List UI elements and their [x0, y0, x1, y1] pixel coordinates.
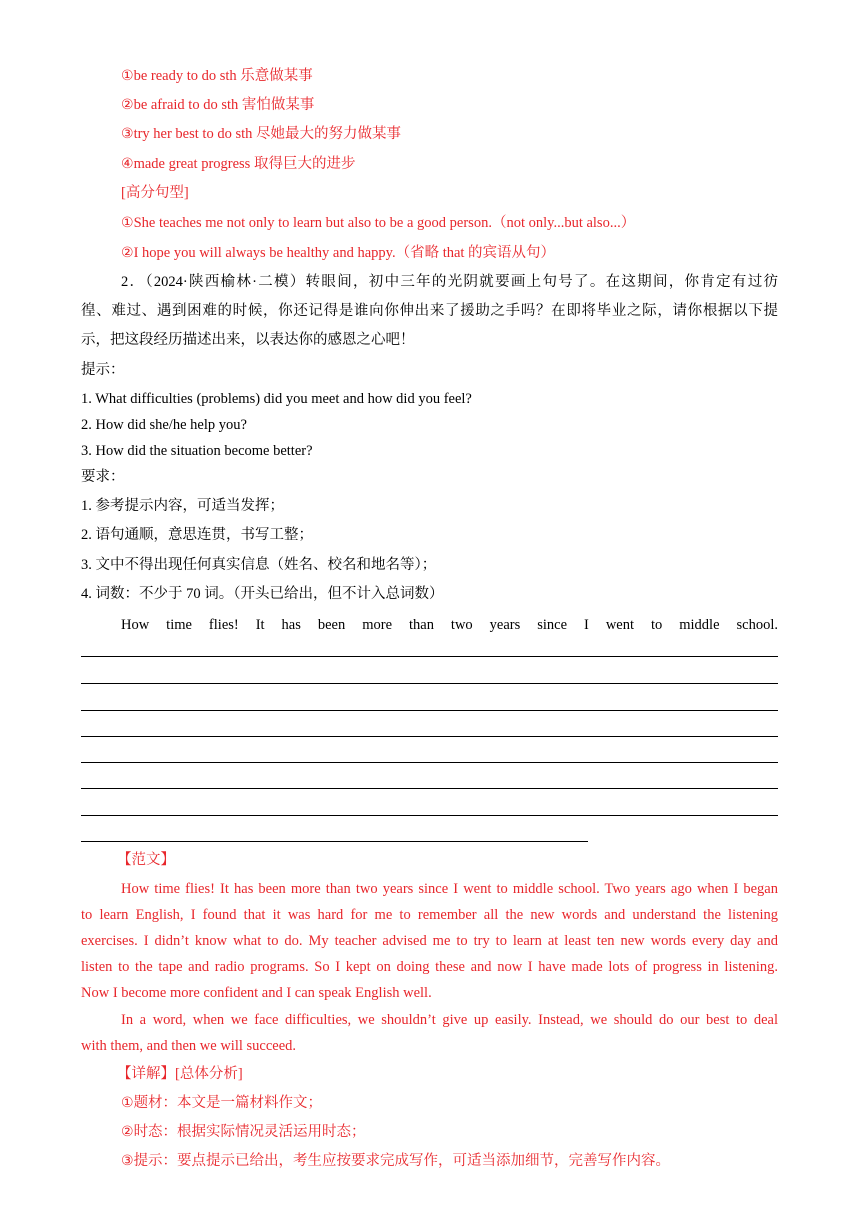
essay-opening: How time flies! It has been more than two years since I went to middle school.: [121, 617, 778, 633]
writing-line[interactable]: [81, 815, 778, 816]
writing-line[interactable]: [81, 683, 778, 684]
high-score-sentence: ①She teaches me not only to learn but also to be a good person.（not only...but also...）: [121, 215, 636, 231]
hint-item: 3. How did the situation become better?: [81, 443, 313, 459]
analysis-item: ②时态：根据实际情况灵活运用时态；: [121, 1124, 366, 1140]
writing-line[interactable]: [81, 656, 778, 657]
writing-line[interactable]: [81, 788, 778, 789]
requirements-label: 要求：: [81, 469, 125, 485]
analysis-item: ③提示：要点提示已给出，考生应按要求完成写作，可适当添加细节，完善写作内容。: [121, 1153, 671, 1169]
question-line: 2．（2024·陕西榆林·二模）转眼间，初中三年的光阴就要画上句号了。在这期间，你肯定有过彷: [121, 274, 778, 290]
writing-line[interactable]: [81, 710, 778, 711]
question-line: 徨、难过、遇到困难的时候，你还记得是谁向你伸出来了援助之手吗？在即将毕业之际，请你根据以下提: [81, 303, 778, 319]
model-line: How time flies! It has been more than two years since I went to middle school. Two years ago when I began: [121, 881, 778, 897]
requirement-item: 3. 文中不得出现任何真实信息（姓名、校名和地名等）；: [81, 557, 437, 573]
writing-line[interactable]: [81, 736, 778, 737]
analysis-heading: 【详解】[总体分析]: [117, 1066, 243, 1082]
vocab-item: ④made great progress 取得巨大的进步: [121, 156, 356, 172]
requirement-item: 1. 参考提示内容，可适当发挥；: [81, 498, 284, 514]
vocab-item: ①be ready to do sth 乐意做某事: [121, 68, 313, 84]
requirement-item: 4. 词数：不少于 70 词。（开头已给出，但不计入总词数）: [81, 586, 444, 602]
vocab-item: ②be afraid to do sth 害怕做某事: [121, 97, 315, 113]
hint-item: 1. What difficulties (problems) did you meet and how did you feel?: [81, 391, 472, 407]
requirement-item: 2. 语句通顺，意思连贯，书写工整；: [81, 527, 313, 543]
model-line: with them, and then we will succeed.: [81, 1038, 297, 1054]
writing-line[interactable]: [81, 841, 588, 842]
high-score-sentence: ②I hope you will always be healthy and happy.（省略 that 的宾语从句）: [121, 245, 556, 261]
model-line: exercises. I didn’t know what to do. My teacher advised me to try to learn at least ten new words every day and: [81, 933, 778, 949]
hint-item: 2. How did she/he help you?: [81, 417, 247, 433]
analysis-item: ①题材：本文是一篇材料作文；: [121, 1095, 323, 1111]
question-line: 示，把这段经历描述出来，以表达你的感恩之心吧！: [81, 332, 415, 348]
model-line: Now I become more confident and I can speak English well.: [81, 985, 432, 1001]
vocab-item: ③try her best to do sth 尽她最大的努力做某事: [121, 126, 401, 142]
model-line: In a word, when we face difficulties, we shouldn’t give up easily. Instead, we should do our best to deal: [121, 1012, 778, 1028]
model-heading: 【范文】: [117, 852, 175, 868]
model-line: listen to the tape and radio programs. So I kept on doing these and now I have made lots of progress in listening.: [81, 959, 778, 975]
hints-label: 提示：: [81, 362, 125, 378]
model-line: to learn English, I found that it was hard for me to remember all the new words and understand the listening: [81, 907, 778, 923]
high-score-heading: [高分句型]: [121, 185, 189, 201]
writing-line[interactable]: [81, 762, 778, 763]
